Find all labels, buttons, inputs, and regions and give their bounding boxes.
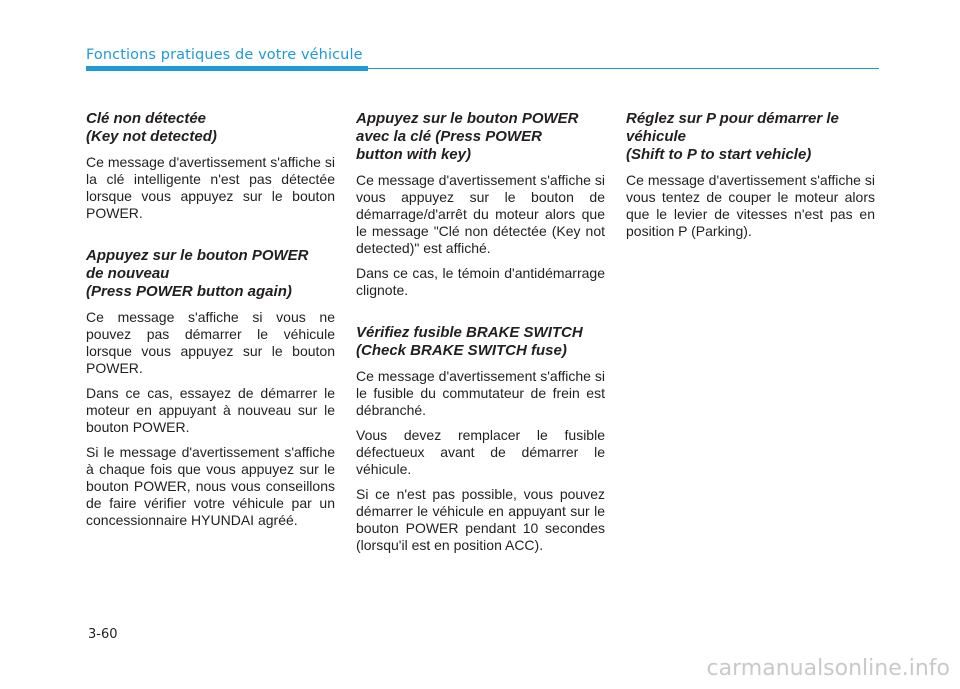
heading-line: avec la clé (Press POWER (356, 128, 542, 145)
header-accent-bar (86, 66, 368, 71)
heading-line: (Key not detected) (86, 128, 217, 145)
column-3 (626, 110, 875, 265)
section-heading (86, 247, 335, 301)
page-number: 3-60 (88, 627, 118, 642)
heading-line: Réglez sur P pour démarrer le (626, 110, 839, 127)
header-rule (368, 68, 879, 69)
heading-line: (Press POWER button again) (86, 283, 292, 300)
heading-line: (Check BRAKE SWITCH fuse) (356, 342, 567, 359)
body-paragraph: Ce message d'avertissement s'affiche si vous appuyez sur le bouton de démarrage/d'arrêt du moteur alors que le message "Clé non détectée (Key not detected)" est affiché. (356, 172, 605, 256)
section-header-title: Fonctions pratiques de votre véhicule (86, 47, 363, 63)
heading-line: véhicule (626, 128, 687, 145)
heading-line: button with key) (356, 146, 471, 163)
section-heading (86, 110, 335, 146)
heading-line: (Shift to P to start vehicle) (626, 146, 812, 163)
heading-line: Appuyez sur le bouton POWER (86, 247, 309, 264)
body-paragraph: Dans ce cas, essayez de démarrer le moteur en appuyant à nouveau sur le bouton POWER. (86, 385, 335, 435)
watermark: carmanualsonline.info (706, 656, 950, 681)
body-paragraph: Dans ce cas, le témoin d'antidémarrage clignote. (356, 265, 605, 298)
heading-line: Clé non détectée (86, 110, 207, 127)
section-key-not-detected (86, 110, 335, 222)
heading-line: de nouveau (86, 265, 170, 282)
heading-line: Vérifiez fusible BRAKE SWITCH (356, 324, 583, 341)
body-paragraph: Si le message d'avertissement s'affiche à chaque fois que vous appuyez sur le bouton POWER, nous vous conseillons de faire vérifier votre véhicule par un concessionnaire HYUNDAI agréé. (86, 444, 335, 528)
body-paragraph: Ce message d'avertissement s'affiche si vous tentez de couper le moteur alors que le levier de vitesses n'est pas en position P (Parking). (626, 172, 875, 239)
body-paragraph: Ce message s'affiche si vous ne pouvez pas démarrer le véhicule lorsque vous appuyez sur le bouton POWER. (86, 309, 335, 376)
heading-line: Appuyez sur le bouton POWER (356, 110, 579, 127)
body-paragraph: Ce message d'avertissement s'affiche si le fusible du commutateur de frein est débranché. (356, 368, 605, 418)
section-heading (356, 324, 605, 360)
body-paragraph: Si ce n'est pas possible, vous pouvez démarrer le véhicule en appuyant sur le bouton POWER pendant 10 secondes (lorsqu'il est en position ACC). (356, 486, 605, 553)
column-1 (86, 110, 335, 554)
body-paragraph: Vous devez remplacer le fusible défectueux avant de démarrer le véhicule. (356, 427, 605, 477)
section-press-power-again (86, 247, 335, 529)
body-paragraph: Ce message d'avertissement s'affiche si la clé intelligente n'est pas détectée lorsque vous appuyez sur le bouton POWER. (86, 154, 335, 221)
column-2 (356, 110, 605, 579)
section-check-brake-switch-fuse (356, 324, 605, 554)
section-press-power-with-key (356, 110, 605, 299)
section-heading (356, 110, 605, 164)
section-shift-to-p (626, 110, 875, 240)
section-heading (626, 110, 875, 164)
